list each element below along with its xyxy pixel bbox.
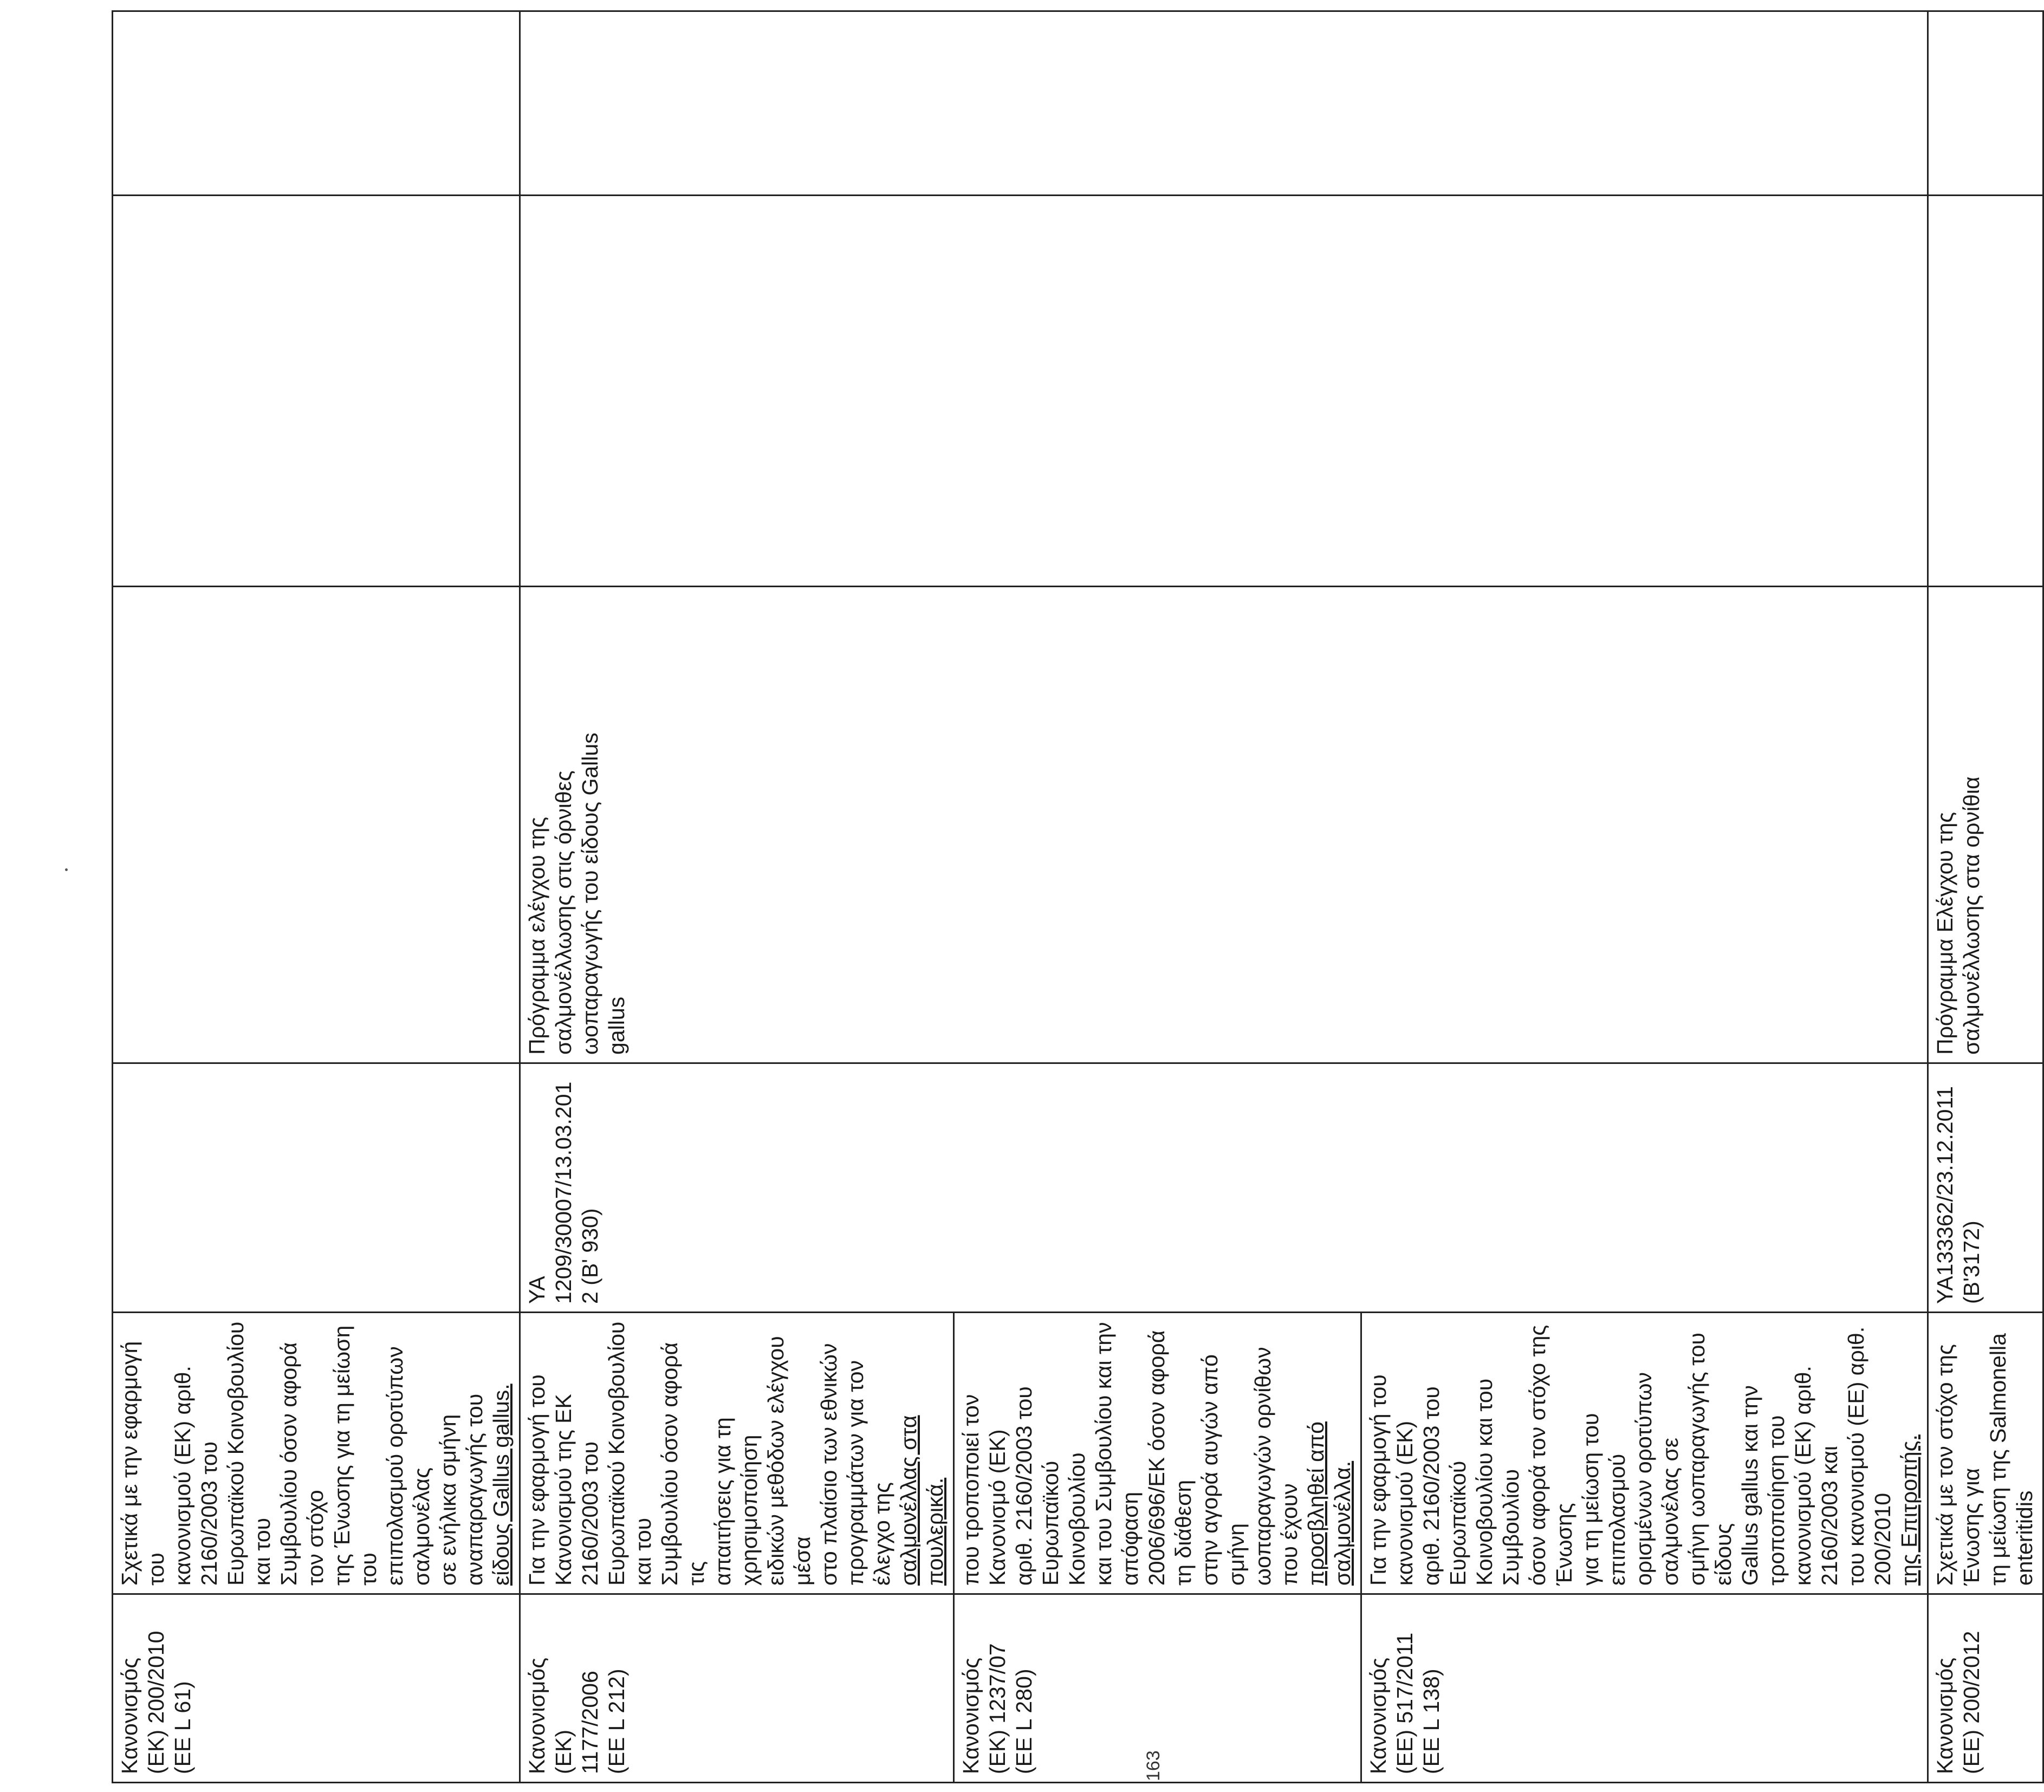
regulation-cell: Κανονισμός (ΕΕ) 517/2011 (ΕΕ L 138) bbox=[1361, 1594, 1928, 1783]
national-title-cell: Πρόγραμμα Ελέγχου της σαλμονέλλωσης στα ορνίθια bbox=[1928, 587, 2043, 1063]
description-underlined-end: σαλμονέλλας στα πουλερικά. bbox=[896, 1415, 948, 1586]
national-act-cell: ΥΑ 1209/30007/13.03.201 2 (Β' 930) bbox=[520, 1063, 1928, 1313]
table-row bbox=[520, 11, 954, 1783]
description-underlined-end: προσβληθεί από σαλμονέλλα. bbox=[1303, 1421, 1355, 1586]
national-act-cell bbox=[113, 1063, 520, 1313]
description-cell: Σχετικά με την εφαρμογή του κανονισμού (ΕΚ) αριθ. 2160/2003 του Ευρωπαϊκού Κοινοβουλίου και του Συμβουλίου όσον αφορά τον στόχο της Ένωσης για τη μείωση του επιπολασμού οροτύπων σαλμονέλας σε ενήλικα σμήνη αναπαραγωγής του είδους Gallus gallus. bbox=[113, 1313, 520, 1594]
regulation-cell: Κανονισμός (ΕΚ) 1237/07 (ΕΕ L 280) bbox=[954, 1594, 1361, 1783]
regulation-cell: Κανονισμός (ΕΚ) 1177/2006 (ΕΕ L 212) bbox=[520, 1594, 954, 1783]
regulation-cell: Κανονισμός (ΕΕ) 200/2012 bbox=[1928, 1594, 2043, 1783]
scan-speck bbox=[65, 868, 68, 871]
description-cell: Για την εφαρμογή του κανονισμού (ΕΚ) αριθ. 2160/2003 του Ευρωπαϊκού Κοινοβουλίου και του Συμβουλίου όσον αφορά τον στόχο της Ένωσης για τη μείωση του επιπολασμού ορισμένων οροτύπων σαλμονέλας σε σμήνη ωοπαραγωγής του είδους Gallus gallus και την τροποποίηση του κανονισμού (ΕΚ) αριθ. 2160/2003 και του κανονισμού (ΕΕ) αριθ. 200/2010 της Επιτροπής. bbox=[1361, 1313, 1928, 1594]
empty-cell bbox=[1928, 11, 2043, 196]
regulations-table bbox=[112, 10, 2044, 1783]
description-cell: που τροποποιεί τον Κανονισμό (ΕΚ) αριθ. 2160/2003 του Ευρωπαϊκού Κοινοβουλίου και του Συμβουλίου και την απόφαση 2006/696/ΕΚ όσον αφορά τη διάθεση στην αγορά αυγών από σμήνη ωοπαραγωγών ορνίθων που έχουν προσβληθεί από σαλμονέλλα. bbox=[954, 1313, 1361, 1594]
description-cell: Σχετικά με τον στόχο της Ένωσης για τη μείωση της Salmonella enteritidis bbox=[1928, 1313, 2043, 1594]
national-title-cell bbox=[113, 587, 520, 1063]
empty-cell bbox=[113, 196, 520, 587]
regulation-cell: Κανονισμός (ΕΚ) 200/2010 (ΕΕ L 61) bbox=[113, 1594, 520, 1783]
description-underlined-end: της Επιτροπής. bbox=[1897, 1434, 1922, 1586]
page-number: 163 bbox=[1143, 1750, 1164, 1781]
national-act-cell: ΥΑ133362/23.12.2011 (Β'3172) bbox=[1928, 1063, 2043, 1313]
empty-cell bbox=[520, 11, 1928, 196]
description-underlined-end: είδους Gallus gallus. bbox=[489, 1384, 514, 1586]
empty-cell bbox=[113, 11, 520, 196]
table-row bbox=[1928, 11, 2043, 1783]
description-cell: Για την εφαρμογή του Κανονισμού της ΕΚ 2160/2003 του Ευρωπαϊκού Κοινοβουλίου και του Συμβουλίου όσον αφορά τις απαιτήσεις για τη χρησιμοποίηση ειδικών μεθόδων ελέγχου μέσα στο πλαίσιο των εθνικών προγραμμάτων για τον έλεγχο της σαλμονέλλας στα πουλερικά. bbox=[520, 1313, 954, 1594]
empty-cell bbox=[520, 196, 1928, 587]
empty-cell bbox=[1928, 196, 2043, 587]
national-title-cell: Πρόγραμμα ελέγχου της σαλμονέλλωσης στις όρνιθες ωοπαραγωγής του είδους Gallus gallus bbox=[520, 587, 1928, 1063]
table-row bbox=[113, 11, 520, 1783]
